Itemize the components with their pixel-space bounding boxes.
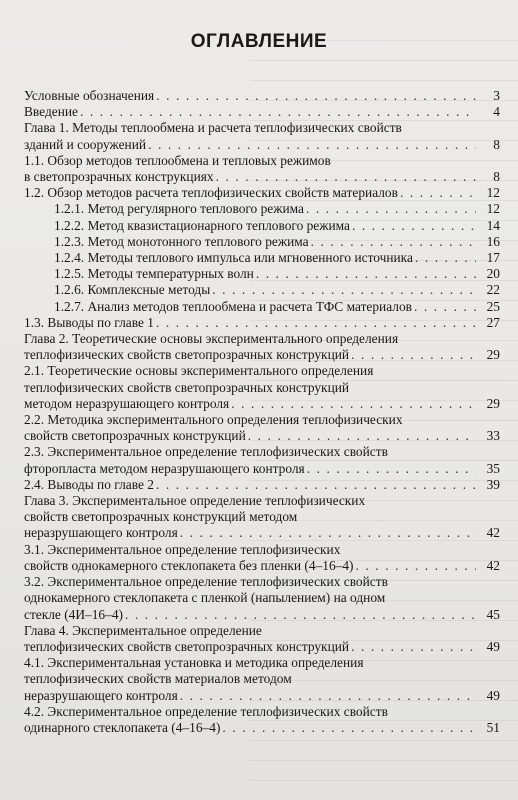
toc-entry	[24, 266, 500, 282]
toc-page-number: 25	[486, 298, 500, 314]
toc-entry-text: 2.2. Методика экспериментального определения теплофизических	[24, 412, 403, 428]
toc-entry	[24, 623, 500, 655]
toc-entry	[24, 363, 500, 412]
toc-entry	[24, 444, 500, 476]
toc-entry	[24, 655, 500, 704]
toc-page-number: 51	[486, 719, 500, 735]
toc-page-number: 20	[486, 266, 500, 282]
toc-entry-text: свойств светопрозрачных конструкций	[24, 428, 246, 444]
toc-page-number: 29	[486, 347, 500, 363]
toc-page-number: 16	[486, 233, 500, 249]
toc-entry-text: методом неразрушающего контроля	[24, 395, 230, 411]
toc-page-number: 12	[486, 185, 500, 201]
dot-leader	[352, 218, 476, 234]
toc-page-number: 42	[486, 557, 500, 573]
toc-entry	[24, 88, 500, 104]
toc-entry-text: фторопласта методом неразрушающего контроля	[24, 460, 305, 476]
dot-leader	[351, 347, 476, 363]
toc-page-number: 42	[486, 525, 500, 541]
dot-leader	[148, 137, 476, 153]
dot-leader	[80, 104, 476, 120]
dot-leader	[311, 234, 476, 250]
toc-entry	[24, 704, 500, 736]
toc-entry-text: 2.1. Теоретические основы экспериментального определения	[24, 363, 374, 379]
toc-entry-text: 1.2. Обзор методов расчета теплофизических свойств материалов	[24, 185, 398, 201]
toc-page-number: 14	[486, 217, 500, 233]
toc-entry-text: 3.2. Экспериментальное определение теплофизических свойств	[24, 574, 388, 590]
toc-page-number: 8	[493, 169, 500, 185]
toc-page-number: 49	[486, 638, 500, 654]
dot-leader	[351, 639, 476, 655]
dot-leader	[156, 477, 476, 493]
toc-entry-text: 3.1. Экспериментальное определение теплофизических	[24, 541, 341, 557]
toc-entry-text: теплофизических свойств светопрозрачных конструкций	[24, 379, 350, 395]
toc-page-number: 22	[486, 282, 500, 298]
toc-entry	[24, 574, 500, 623]
dot-leader	[180, 525, 476, 541]
toc-page-number: 49	[486, 687, 500, 703]
dot-leader	[231, 396, 476, 412]
toc-entry-text: одинарного стеклопакета (4–16–4)	[24, 719, 221, 735]
toc-entry-text: 1.3. Выводы по главе 1	[24, 314, 154, 330]
toc-page-number: 33	[486, 428, 500, 444]
toc-entry-text: Глава 2. Теоретические основы экспериментального определения	[24, 331, 399, 347]
toc-entry-text: неразрушающего контроля	[24, 525, 178, 541]
toc-entry	[24, 493, 500, 542]
toc-page-number: 3	[493, 88, 500, 103]
toc-page-number: 8	[493, 136, 500, 152]
dot-leader	[414, 299, 476, 315]
toc-entry-text: 2.3. Экспериментальное определение теплофизических свойств	[24, 444, 388, 460]
toc-entry	[24, 315, 500, 331]
toc-entry	[24, 104, 500, 120]
toc-entry-text: 1.2.5. Методы температурных волн	[54, 266, 254, 282]
toc-entry	[24, 218, 500, 234]
toc-entry-text: 1.2.6. Комплексные методы	[54, 282, 211, 298]
toc-entry-text: свойств однокамерного стеклопакета без пленки (4–16–4)	[24, 557, 354, 573]
toc-entry	[24, 542, 500, 574]
toc-entry	[24, 201, 500, 217]
toc-page-number: 17	[486, 250, 500, 266]
toc-entry-text: теплофизических свойств материалов методом	[24, 671, 292, 687]
toc-entry	[24, 250, 500, 266]
dot-leader	[256, 266, 476, 282]
toc-entry-text: 1.2.2. Метод квазистационарного теплового режима	[54, 217, 350, 233]
toc-entry-text: в светопрозрачных конструкциях	[24, 169, 214, 185]
toc-entry-text: 1.2.7. Анализ методов теплообмена и расчета ТФС материалов	[54, 298, 412, 314]
toc-entry-text: Глава 4. Экспериментальное определение	[24, 622, 262, 638]
toc-entry-text: 1.2.1. Метод регулярного теплового режима	[54, 201, 304, 217]
dot-leader	[212, 282, 476, 298]
toc-entry	[24, 412, 500, 444]
toc-page-number: 29	[486, 395, 500, 411]
dot-leader	[216, 169, 476, 185]
table-of-contents	[24, 88, 500, 736]
dot-leader	[156, 88, 476, 104]
dot-leader	[222, 720, 476, 736]
toc-entry-text: Условные обозначения	[24, 88, 155, 103]
toc-entry-text: 2.4. Выводы по главе 2	[24, 476, 154, 492]
toc-entry-text: теплофизических свойств светопрозрачных конструкций	[24, 347, 350, 363]
toc-page-number: 39	[486, 476, 500, 492]
toc-page-number: 4	[493, 104, 500, 120]
toc-entry	[24, 477, 500, 493]
toc-entry-text: стекле (4И–16–4)	[24, 606, 123, 622]
toc-entry-text: 4.2. Экспериментальное определение теплофизических свойств	[24, 703, 388, 719]
toc-entry-text: зданий и сооружений	[24, 136, 147, 152]
toc-entry-text: Глава 3. Экспериментальное определение теплофизических	[24, 493, 366, 509]
toc-entry-text: теплофизических свойств светопрозрачных конструкций	[24, 638, 350, 654]
toc-entry-text: однокамерного стеклопакета с пленкой (напылением) на одном	[24, 590, 386, 606]
toc-entry-text: 1.2.3. Метод монотонного теплового режима	[54, 233, 309, 249]
dot-leader	[400, 185, 476, 201]
toc-page-number: 12	[486, 201, 500, 217]
toc-entry-text: 1.2.4. Методы теплового импульса или мгновенного источника	[54, 250, 413, 266]
toc-entry	[24, 282, 500, 298]
toc-entry-text: Введение	[24, 104, 78, 120]
toc-entry-text: Глава 1. Методы теплообмена и расчета теплофизических свойств	[24, 120, 402, 136]
toc-entry-text: 4.1. Экспериментальная установка и методика определения	[24, 655, 364, 671]
dot-leader	[180, 688, 476, 704]
dot-leader	[415, 250, 476, 266]
toc-page-number: 27	[486, 314, 500, 330]
dot-leader	[307, 461, 476, 477]
toc-entry	[24, 299, 500, 315]
dot-leader	[125, 607, 476, 623]
toc-entry	[24, 234, 500, 250]
toc-entry	[24, 120, 500, 152]
toc-entry-text: неразрушающего контроля	[24, 687, 178, 703]
dot-leader	[306, 201, 476, 217]
page-title: ОГЛАВЛЕНИЕ	[190, 31, 328, 52]
toc-entry	[24, 153, 500, 185]
dot-leader	[156, 315, 476, 331]
toc-entry	[24, 331, 500, 363]
toc-page-number: 45	[486, 606, 500, 622]
toc-entry	[24, 185, 500, 201]
toc-page-number: 35	[486, 460, 500, 476]
toc-entry-text: 1.1. Обзор методов теплообмена и тепловых режимов	[24, 152, 331, 168]
dot-leader	[356, 558, 476, 574]
dot-leader	[248, 428, 476, 444]
toc-entry-text: свойств светопрозрачных конструкций методом	[24, 509, 298, 525]
